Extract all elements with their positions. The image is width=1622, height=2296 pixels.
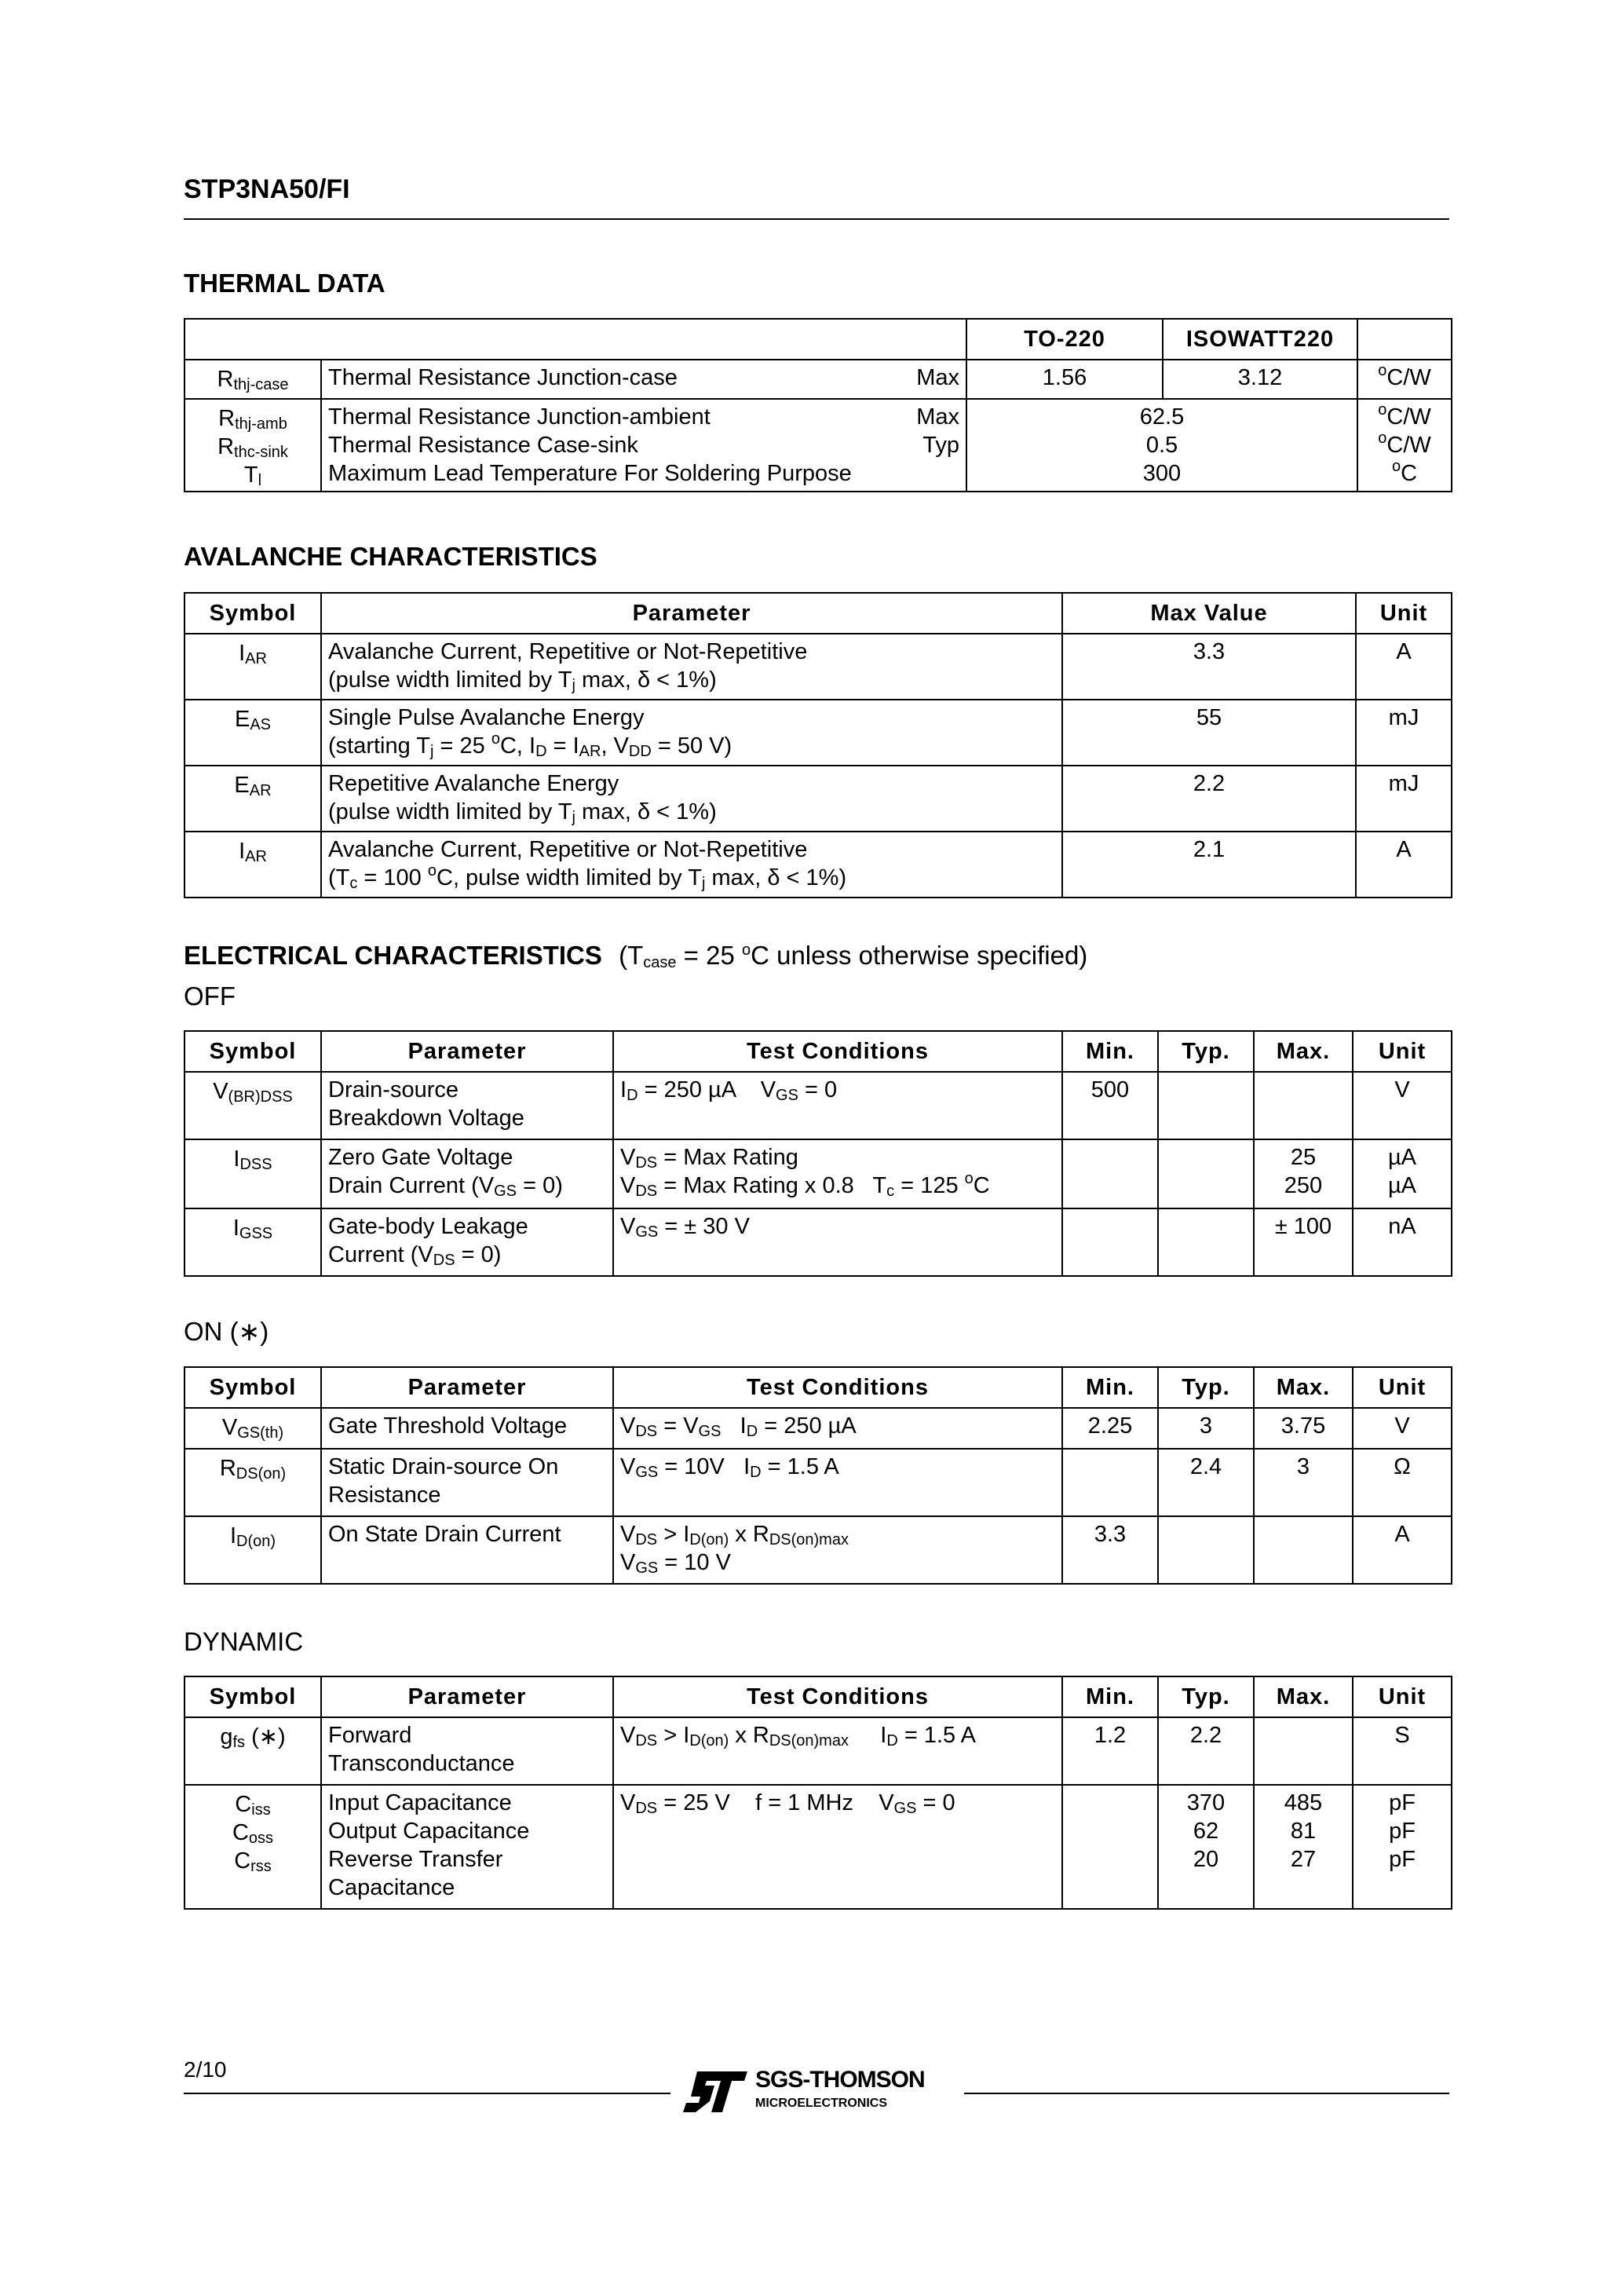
off-label: OFF [184, 982, 236, 1011]
param-igss: Gate-body Leakage Current $(V_{DS} = 0)$ [321, 1208, 613, 1276]
page-number: 2/10 [184, 2057, 227, 2082]
min-gfs: 1.2 [1062, 1717, 1158, 1785]
hdr-symbol: Symbol [184, 593, 321, 634]
unit-igss: nA [1353, 1208, 1452, 1276]
param-caps: Input Capacitance Output Capacitance Reverse Transfer Capacitance [321, 1785, 613, 1909]
unit-vbrdss: V [1353, 1072, 1452, 1139]
typ-rdson: 2.4 [1158, 1449, 1254, 1516]
typ-caps: 370 62 20 [1158, 1785, 1254, 1909]
param-iar: Avalanche Current, Repetitive or Not-Repetitive (pulse width limited by $T_j$ max, δ < 1%) [321, 634, 1062, 700]
param-eas: Single Pulse Avalanche Energy (starting $T_j = 25$ $^o$C, $I_D = I_{AR}$, $V_{DD} = 50$ V) [321, 700, 1062, 766]
hdr-test-conditions: Test Conditions [613, 1031, 1062, 1072]
col-isowatt220: ISOWATT220 [1163, 319, 1357, 360]
test-igss: $V_{GS}$ = ± 30 V [613, 1208, 1062, 1276]
hdr-parameter: Parameter [321, 1031, 613, 1072]
test-caps: $V_{DS} = 25$ V f = 1 MHz $V_{GS} = 0$ [613, 1785, 1062, 1909]
hdr-unit: Unit [1353, 1367, 1452, 1408]
max-vgsth: 3.75 [1254, 1408, 1353, 1449]
hdr-test-conditions: Test Conditions [613, 1367, 1062, 1408]
brand-logo [683, 2067, 954, 2115]
electrical-condition: ($T_{case} = 25$ $^o$C unless otherwise specified) [619, 941, 1088, 971]
val-iso: 3.12 [1163, 360, 1357, 399]
hdr-test-conditions: Test Conditions [613, 1676, 1062, 1717]
electrical-heading: ELECTRICAL CHARACTERISTICS [184, 941, 602, 970]
unit-gfs: S [1353, 1717, 1452, 1785]
sym-vbrdss: $V_{(BR)DSS}$ [184, 1072, 321, 1139]
unit-eas: mJ [1356, 700, 1452, 766]
sym-caps: $C_{iss}$ $C_{oss}$ $C_{rss}$ [184, 1785, 321, 1909]
brand-name: SGS-THOMSON [755, 2067, 925, 2093]
val-iar-2: 2.1 [1062, 832, 1356, 898]
sym-igss: $I_{GSS}$ [184, 1208, 321, 1276]
avalanche-table [184, 592, 1452, 898]
param-idon: On State Drain Current [321, 1516, 613, 1584]
max-caps: 485 81 27 [1254, 1785, 1353, 1909]
hdr-symbol: Symbol [184, 1367, 321, 1408]
min-vgsth: 2.25 [1062, 1408, 1158, 1449]
unit-iar-2: A [1356, 832, 1452, 898]
param-group: Thermal Resistance Junction-ambient Max Thermal Resistance Case-sink Typ Maximum Lead Temperature For Soldering Purpose [321, 399, 966, 492]
sym-group: $R_{thj-amb}$ $R_{thc-sink}$ $T_l$ [184, 399, 321, 492]
param-rdson: Static Drain-source On Resistance [321, 1449, 613, 1516]
hdr-symbol: Symbol [184, 1676, 321, 1717]
min-vbrdss: 500 [1062, 1072, 1158, 1139]
sym-idss: $I_{DSS}$ [184, 1139, 321, 1208]
col-to220: TO-220 [966, 319, 1163, 360]
hdr-max-value: Max Value [1062, 593, 1356, 634]
param-vgsth: Gate Threshold Voltage [321, 1408, 613, 1449]
st-logo-icon [683, 2070, 749, 2114]
sym-eas: $E_{AS}$ [184, 700, 321, 766]
hdr-unit: Unit [1353, 1676, 1452, 1717]
param-ear: Repetitive Avalanche Energy (pulse width limited by $T_j$ max, δ < 1%) [321, 766, 1062, 832]
test-gfs: $V_{DS} > I_{D(on)}$ x $R_{DS(on)max}$ $I_D = 1.5$ A [613, 1717, 1062, 1785]
unit-cw: $^o$C/W [1357, 360, 1452, 399]
min-idon: 3.3 [1062, 1516, 1158, 1584]
unit-iar: A [1356, 634, 1452, 700]
brand-subtitle: MICROELECTRONICS [755, 2097, 887, 2110]
unit-caps: pF pF pF [1353, 1785, 1452, 1909]
hdr-parameter: Parameter [321, 1676, 613, 1717]
param-vbrdss: Drain-source Breakdown Voltage [321, 1072, 613, 1139]
unit-rdson: Ω [1353, 1449, 1452, 1516]
typ-gfs: 2.2 [1158, 1717, 1254, 1785]
hdr-typ: Typ. [1158, 1031, 1254, 1072]
val-iar: 3.3 [1062, 634, 1356, 700]
sym-rdson: $R_{DS(on)}$ [184, 1449, 321, 1516]
on-label: ON (∗) [184, 1317, 269, 1346]
val-ear: 2.2 [1062, 766, 1356, 832]
unit-idss: µA µA [1353, 1139, 1452, 1208]
test-rdson: $V_{GS} = 10V$ $I_D = 1.5$ A [613, 1449, 1062, 1516]
sym-gfs: $g_{fs}$ (∗) [184, 1717, 321, 1785]
hdr-min: Min. [1062, 1676, 1158, 1717]
sym-iar: $I_{AR}$ [184, 634, 321, 700]
avalanche-heading: AVALANCHE CHARACTERISTICS [184, 542, 597, 571]
hdr-typ: Typ. [1158, 1367, 1254, 1408]
footer-rule-left [184, 2093, 670, 2094]
footer-rule-right [964, 2093, 1449, 2094]
param-idss: Zero Gate Voltage Drain Current $(V_{GS} = 0)$ [321, 1139, 613, 1208]
unit-idon: A [1353, 1516, 1452, 1584]
hdr-parameter: Parameter [321, 1367, 613, 1408]
param-gfs: Forward Transconductance [321, 1717, 613, 1785]
sym-rthj-case: $R_{thj-case}$ [184, 360, 321, 399]
on-table [184, 1366, 1452, 1585]
hdr-unit: Unit [1353, 1031, 1452, 1072]
test-vbrdss: $I_D = 250$ µA $V_{GS} = 0$ [613, 1072, 1062, 1139]
param-iar-2: Avalanche Current, Repetitive or Not-Repetitive ($T_c = 100$ $^o$C, pulse width limited by $T_j$ max, δ < 1%) [321, 832, 1062, 898]
sym-iar-2: $I_{AR}$ [184, 832, 321, 898]
off-table [184, 1030, 1452, 1277]
hdr-max: Max. [1254, 1031, 1353, 1072]
unit-vgsth: V [1353, 1408, 1452, 1449]
thermal-table [184, 318, 1452, 492]
hdr-max: Max. [1254, 1367, 1353, 1408]
hdr-symbol: Symbol [184, 1031, 321, 1072]
max-rdson: 3 [1254, 1449, 1353, 1516]
val-group: 62.5 0.5 300 [966, 399, 1357, 492]
max-idss: 25 250 [1254, 1139, 1353, 1208]
max-igss: ± 100 [1254, 1208, 1353, 1276]
test-idon: $V_{DS} > I_{D(on)}$ x $R_{DS(on)max}$ $V_{GS} = 10$ V [613, 1516, 1062, 1584]
hdr-unit: Unit [1356, 593, 1452, 634]
document-title: STP3NA50/FI [184, 174, 350, 204]
sym-idon: $I_{D(on)}$ [184, 1516, 321, 1584]
dynamic-table [184, 1676, 1452, 1910]
sym-vgsth: $V_{GS(th)}$ [184, 1408, 321, 1449]
val-eas: 55 [1062, 700, 1356, 766]
header-rule [184, 218, 1449, 220]
dynamic-label: DYNAMIC [184, 1627, 304, 1656]
sym-ear: $E_{AR}$ [184, 766, 321, 832]
unit-group: $^o$C/W $^o$C/W $^o$C [1357, 399, 1452, 492]
hdr-parameter: Parameter [321, 593, 1062, 634]
hdr-max: Max. [1254, 1676, 1353, 1717]
unit-ear: mJ [1356, 766, 1452, 832]
hdr-min: Min. [1062, 1031, 1158, 1072]
electrical-heading-line [184, 941, 1087, 971]
test-vgsth: $V_{DS} = V_{GS}$ $I_D = 250$ µA [613, 1408, 1062, 1449]
test-idss: $V_{DS}$ = Max Rating $V_{DS}$ = Max Rating x 0.8 $T_c = 125$ $^o$C [613, 1139, 1062, 1208]
thermal-heading: THERMAL DATA [184, 269, 385, 298]
typ-vgsth: 3 [1158, 1408, 1254, 1449]
param-rthj-case: Thermal Resistance Junction-case Max [321, 360, 966, 399]
val-to220: 1.56 [966, 360, 1163, 399]
hdr-min: Min. [1062, 1367, 1158, 1408]
hdr-typ: Typ. [1158, 1676, 1254, 1717]
